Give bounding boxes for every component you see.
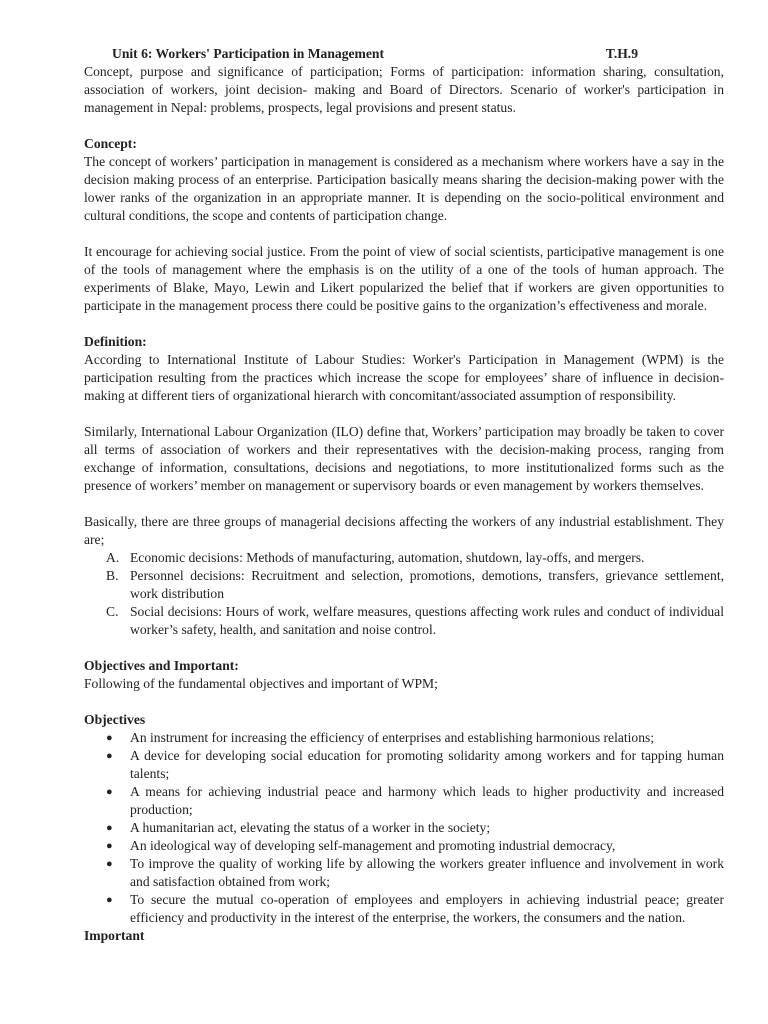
list-item-text: A means for achieving industrial peace and harmony which leads to higher productivity and increased production; [130,784,724,817]
objectives-important-heading: Objectives and Important: [84,658,239,673]
list-item-text: A humanitarian act, elevating the status of a worker in the society; [130,820,491,835]
important-heading: Important [84,928,145,943]
definition-paragraph-3: Basically, there are three groups of managerial decisions affecting the workers of any industrial establishment. They are; [84,514,724,547]
list-item [106,747,724,783]
list-item-text: To improve the quality of working life by allowing the workers greater influence and involvement in work and satisfaction obtained from work; [130,856,724,889]
objectives-heading: Objectives [84,712,146,727]
page-header [84,45,724,63]
list-item-text: A device for developing social education for promoting solidarity among workers and for tapping human talents; [130,748,724,781]
list-item [106,837,724,855]
decision-groups-list [84,549,724,639]
list-marker: C. [106,604,119,619]
bullet-icon: ● [106,822,113,834]
list-item [106,855,724,891]
bullet-icon: ● [106,750,113,762]
list-item [106,603,724,639]
definition-paragraph-1: According to International Institute of Labour Studies: Worker's Participation in Management (WPM) is the participation resulting from the practices which increase the scope for employees’ share of influence in decision-making at different tiers of organizational hierarch with concomitant/associated assumption of responsibility. [84,352,724,403]
list-item-text: To secure the mutual co-operation of employees and employers in achieving industrial peace; greater efficiency and productivity in the interest of the enterprise, the workers, the consumers and the nation. [130,892,724,925]
bullet-icon: ● [106,840,113,852]
list-item [106,783,724,819]
list-item [106,891,724,927]
concept-heading: Concept: [84,136,137,151]
list-item-text: Social decisions: Hours of work, welfare measures, questions affecting work rules and conduct of individual worker’s safety, health, and sanitation and noise control. [130,604,724,637]
bullet-icon: ● [106,732,113,744]
definition-heading: Definition: [84,334,147,349]
course-code: T.H.9 [605,46,638,61]
concept-paragraph-1: The concept of workers’ participation in management is considered as a mechanism where workers have a say in the decision making process of an enterprise. Participation basically means sharing the decision-making power with the lower ranks of the organization in an appropriate manner. It is depending on the socio-political environment and cultural conditions, the scope and contents of participation change. [84,154,724,223]
list-item [106,729,724,747]
bullet-icon: ● [106,894,113,906]
unit-title: Unit 6: Workers' Participation in Management [112,46,384,61]
list-item-text: Personnel decisions: Recruitment and selection, promotions, demotions, transfers, grievance settlement, work distribution [130,568,724,601]
unit-syllabus: Concept, purpose and significance of participation; Forms of participation: information sharing, consultation, association of workers, joint decision- making and Board of Directors. Scenario of worker's participation in management in Nepal: problems, prospects, legal provisions and present status. [84,64,724,115]
list-item-text: An instrument for increasing the efficiency of enterprises and establishing harmonious relations; [130,730,655,745]
bullet-icon: ● [106,858,113,870]
list-marker: A. [106,550,120,565]
list-marker: B. [106,568,119,583]
definition-paragraph-2: Similarly, International Labour Organization (ILO) define that, Workers’ participation may broadly be taken to cover all terms of association of workers and their representatives with the decision-making process, ranging from exchange of information, consultations, decisions and negotiations, to more institutionalized forms such as the presence of workers’ member on management or supervisory boards or even management by workers themselves. [84,424,724,493]
list-item-text: An ideological way of developing self-management and promoting industrial democracy, [130,838,616,853]
list-item [106,567,724,603]
objectives-list [84,729,724,927]
bullet-icon: ● [106,786,113,798]
list-item [106,549,724,567]
concept-paragraph-2: It encourage for achieving social justice. From the point of view of social scientists, participative management is one of the tools of management where the emphasis is on the utility of a one of the tools of human approach. The experiments of Blake, Mayo, Lewin and Likert popularized the belief that if workers are given opportunities to participate in the management process there could be positive gains to the organization’s effectiveness and morale. [84,244,724,313]
objectives-important-lead: Following of the fundamental objectives and important of WPM; [84,676,438,691]
list-item [106,819,724,837]
list-item-text: Economic decisions: Methods of manufacturing, automation, shutdown, lay-offs, and mergers. [130,550,645,565]
